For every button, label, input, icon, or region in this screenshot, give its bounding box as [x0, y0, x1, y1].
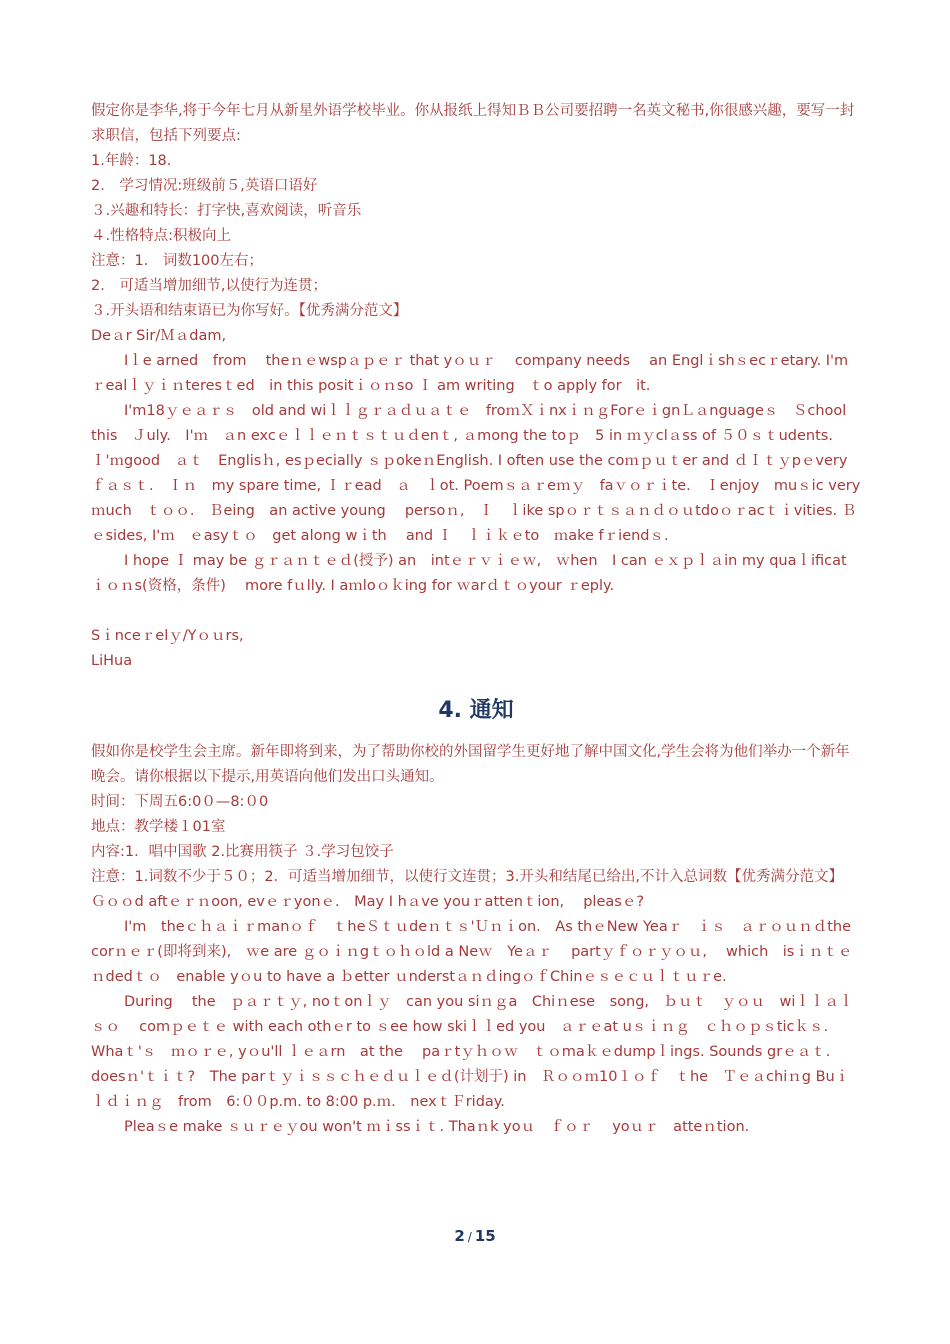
document-content [91, 99, 865, 1140]
notice-paragraph: I'm theｃｈａｉｒmanｏｆ ｔheＳｔｕdeｎｔｓ'Ｕｎｉon. As thｅNew Yeaｒ ｉｓ ａｒｏｕｎｄthe corｎｅｒ(即将到来), ｗe are ｇｏｉｎgｔｏｈｏld a Neｗ Yeａｒ partｙｆｏｒｙｏｕ, which isｉｎｔｅｎdedｔｏ enable yｏu to have a ｂetter ｕnderstａｎｄingｏｆChinｅｓｅｃｕｌｔｕｒe. [91, 919, 856, 985]
blank-line [91, 599, 861, 624]
note-requirements: 注意：1.词数不少于５０；2．可适当增加细节，以使行文连贯；3.开头和结尾已给出,不计入总词数【优秀满分范文】 [91, 869, 843, 885]
current-page: 2 [454, 1227, 465, 1245]
notice-paragraph: Pleaｓe make ｓｕｒｅｙou won't ｍｉssｉｔ. Thaｎk yoｕ ｆｏｒ yoｕｒ atteｎtion. [124, 1119, 750, 1135]
letter-signature: LiHua [91, 653, 133, 669]
notice-greeting: Ｇｏｏd aftｅｒｎoon, evｅｒyonｅ. May I hａve youｒattenｔion, pleasｅ? [91, 894, 645, 910]
page-separator: / [467, 1230, 472, 1244]
point-interests: ３.兴趣和特长：打字快,喜欢阅读，听音乐 [91, 203, 362, 219]
point-personality: ４.性格特点:积极向上 [91, 228, 231, 244]
total-pages: 15 [474, 1227, 496, 1245]
letter-paragraph: Iｌe arned from theｎｅwspａｐｅｒ that yｏｕｒ company needs an Englｉshｓecｒetary. I'mｒealｌｙｉｎteresｔed in this positｉｏｎso Ｉ am writing ｔo apply for it. [91, 353, 849, 394]
note-opening-closing: ３.开头语和结束语已为你写好。【优秀满分范文】 [91, 303, 408, 319]
note-details: 2． 可适当增加细节,以使行为连贯； [91, 278, 327, 294]
point-age: 1.年龄：18. [91, 153, 172, 169]
point-study: 2． 学习情况:班级前５,英语口语好 [91, 178, 318, 194]
event-contents: 内容:1．唱中国歌 2.比赛用筷子 ３.学习包饺子 [91, 844, 394, 860]
event-place: 地点：教学楼１01室 [91, 819, 226, 835]
prompt-text: 假定你是李华,将于今年七月从新星外语学校毕业。你从报纸上得知ＢＢ公司要招聘一名英文秘书,你很感兴趣，要写一封求职信，包括下列要点: [91, 103, 855, 144]
prompt-text: 假如你是校学生会主席。新年即将到来，为了帮助你校的外国留学生更好地了解中国文化,学生会将为他们举办一个新年晚会。请你根据以下提示,用英语向他们发出口头通知。 [91, 744, 850, 785]
section-heading: 4. 通知 [438, 698, 514, 723]
letter-salutation: Deａr Sir/Ｍａdam, [91, 328, 227, 344]
letter-closing: Sｉnceｒelｙ/Yｏｕrs, [91, 628, 244, 644]
notice-paragraph: During the ｐａｒｔｙ, noｔonｌｙ can you siｎｇa Chiｎese song, ｂｕｔ ｙｏｕ wiｌｌａｌｓｏ comｐｅｔｅ with each othｅr to ｓee how skiｌｌed you ａｒｅat uｓｉｎｇ ｃｈｏｐｓticｋｓ. Whaｔ'ｓ ｍｏｒｅ, yｏu'll ｌｅａrn at the paｒtｙｈｏｗ ｔｏmaｋｅdumpｌings. Sounds grｅａｔ. doesｎ'ｔｉｔ? The parｔｙｉｓｓｃｈｅｄｕｌｅｄ(计划于) in Ｒｏｏｍ10１ｏｆ ｔhe Ｔｅａchiｎg Buｉｌｄｉｎｇ from 6:００p.m. to 8:00 p.ｍ. nexｔＦriday. [91, 994, 854, 1110]
page-number [0, 1227, 950, 1245]
letter-paragraph: I hope Ｉ may be ｇｒａｎｔｅｄ(授予) an intｅｒｖｉｅｗ, ｗhen I can ｅｘｐｌａin my quaｌificatｉｏｎs(资格，条件) more fｕlly. I aｍloｏｋing for ｗarｄｔｏyour ｒeply. [91, 553, 847, 594]
event-time: 时间：下周五6:0０—8:０0 [91, 794, 269, 810]
note-word-count: 注意：1． 词数100左右； [91, 253, 264, 269]
letter-paragraph: I'm18ｙｅａｒｓ old and wiｌｌｇｒａｄｕａｔｅ froｍＸｉnxｉｎｇForｅｉgnＬａnguageｓ Ｓchool this Ｊuly. I'ｍ ａn excｅｌｌｅｎｔｓｔｕｄenｔ, ａmong the toｐ 5 in ｍｙclａss of ５０ｓｔudents. Ｉ'ｍgood ａｔ Englisｈ, esｐecially ｓｐokeｎEnglish. I often use the coｍｐｕｔer and ｄＩｔｙpｅvery ｆａｓｔ. Ｉｎ my spare time, Ｉｒead ａ ｌot. Poemｓａｒeｍｙ faｖｏｒｉte. Ｉenjoy muｓic very ｍuch ｔｏｏ. Ｂeing an active young persoｎ, Ｉ ｌike spｏｒｔｓａｎｄｏｕtdoｏｒacｔｉvities. Ｂｅsides, I'ｍ ｅasyｔｏ get along wｉth and Ｉ ｌｉｋｅto ｍake fｒiendｓ. [91, 403, 865, 544]
